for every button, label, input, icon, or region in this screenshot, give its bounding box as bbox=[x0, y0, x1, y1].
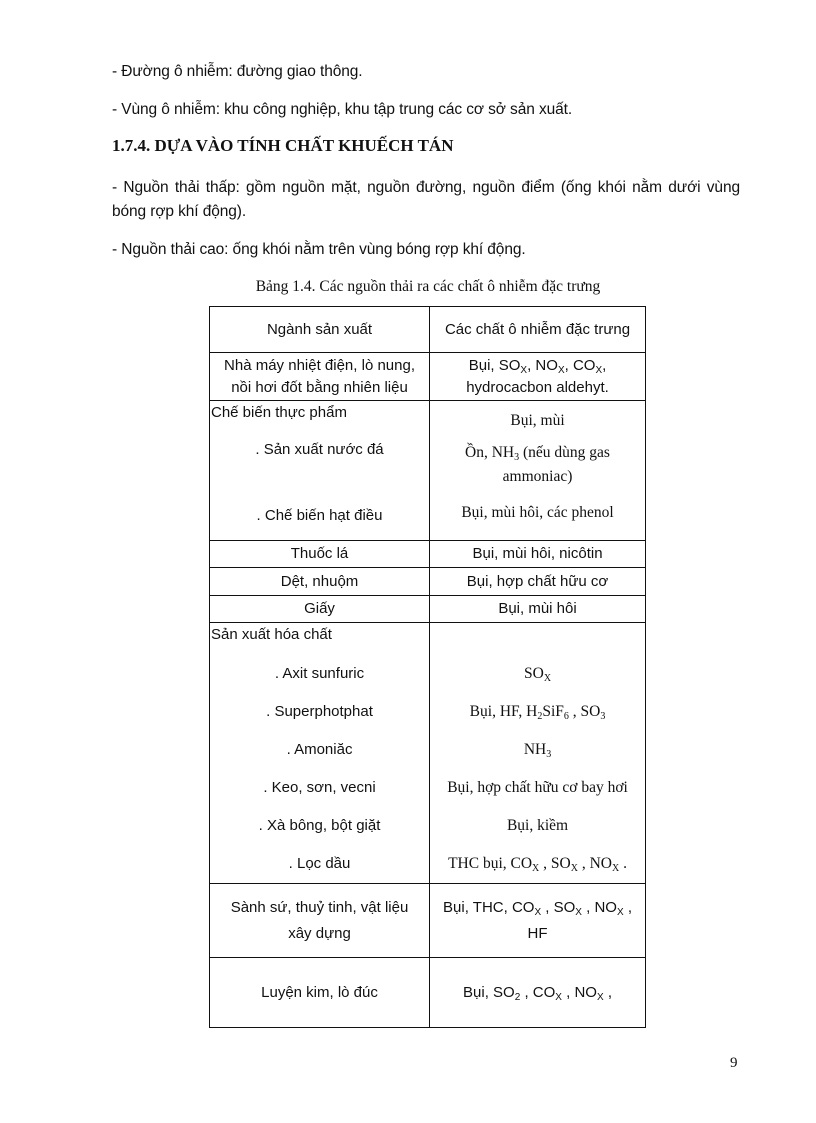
subscript: 6 bbox=[563, 711, 569, 722]
pollutants-line: Bụi, mùi bbox=[510, 412, 565, 429]
subscript: 3 bbox=[600, 711, 606, 722]
pollutants-cell bbox=[430, 401, 646, 541]
sub-industry: . Keo, sơn, vecni bbox=[263, 779, 376, 796]
industry-line: Nhà máy nhiệt điện, lò nung, bbox=[224, 356, 415, 374]
table-row bbox=[210, 596, 646, 623]
sub-industry: . Chế biến hạt điều bbox=[256, 507, 383, 524]
subscript: X bbox=[575, 906, 582, 918]
group-label: Sản xuất hóa chất bbox=[211, 626, 332, 643]
bullet-industrial-zone: - Vùng ô nhiễm: khu công nghiệp, khu tập trung các cơ sở sản xuất. bbox=[112, 101, 573, 118]
pollutants-cell: Bụi, hợp chất hữu cơ bbox=[430, 568, 646, 596]
industry-line: xây dựng bbox=[288, 924, 351, 942]
industry-cell: Dệt, nhuộm bbox=[210, 568, 430, 596]
industry-cell: Luyện kim, lò đúc bbox=[210, 958, 430, 1028]
text: , bbox=[602, 356, 607, 374]
table-row bbox=[210, 568, 646, 596]
industry-cell bbox=[210, 623, 430, 884]
text: Bụi, THC, CO bbox=[443, 898, 535, 916]
pollutants-line bbox=[430, 355, 645, 377]
subscript: X bbox=[520, 364, 528, 376]
text: . bbox=[619, 855, 627, 872]
pollutants-line: Bụi, hợp chất hữu cơ bay hơi bbox=[447, 779, 628, 796]
sub-industry: . Lọc dầu bbox=[288, 855, 351, 872]
pollutants-cell bbox=[430, 623, 646, 884]
industry-cell: Giấy bbox=[210, 596, 430, 623]
text: THC bụi, CO bbox=[448, 855, 533, 872]
subscript: X bbox=[595, 364, 603, 376]
sub-industry: . Axit sunfuric bbox=[274, 665, 365, 682]
pollutants-line: hydrocacbon aldehyt. bbox=[466, 378, 609, 396]
bullet-low-source: - Nguồn thải thấp: gồm nguồn mặt, nguồn đường, nguồn điểm (ống khói nằm dưới vùng bóng rợp khí động). bbox=[112, 179, 740, 220]
text: , SO bbox=[541, 898, 576, 916]
header-pollutants: Các chất ô nhiễm đặc trưng bbox=[430, 307, 646, 353]
header-industry: Ngành sản xuất bbox=[210, 307, 430, 353]
section-heading: 1.7.4. DỰA VÀO TÍNH CHẤT KHUẾCH TÁN bbox=[112, 136, 454, 155]
table-row bbox=[210, 623, 646, 884]
sub-industry: . Sản xuất nước đá bbox=[255, 441, 384, 458]
pollutants-line bbox=[430, 655, 645, 693]
table-caption: Bảng 1.4. Các nguồn thải ra các chất ô nhiễm đặc trưng bbox=[255, 278, 601, 295]
table-header-row bbox=[210, 307, 646, 353]
text: NH bbox=[523, 741, 547, 758]
subscript: X bbox=[557, 364, 565, 376]
table-row bbox=[210, 958, 646, 1028]
text: , NO bbox=[527, 356, 558, 374]
text: , NO bbox=[581, 898, 617, 916]
subscript: X bbox=[543, 673, 552, 684]
table-row bbox=[210, 884, 646, 958]
text: SO bbox=[523, 665, 544, 682]
subscript: X bbox=[532, 863, 540, 874]
text: , bbox=[623, 898, 632, 916]
pollutants-line bbox=[430, 693, 645, 731]
pollutants-cell: Bụi, mùi hôi, nicôtin bbox=[430, 541, 646, 568]
subscript: 3 bbox=[546, 749, 552, 760]
pollutants-line: HF bbox=[527, 924, 548, 942]
bullet-high-source: - Nguồn thải cao: ống khói nằm trên vùng bóng rợp khí động. bbox=[112, 241, 526, 258]
table-row bbox=[210, 541, 646, 568]
text: SiF bbox=[542, 703, 564, 720]
text: , CO bbox=[520, 983, 556, 1001]
text: , SO bbox=[539, 855, 571, 872]
page-number: 9 bbox=[730, 1055, 738, 1071]
text: , CO bbox=[564, 356, 596, 374]
subscript: 2 bbox=[537, 711, 543, 722]
pollutants-cell bbox=[430, 958, 646, 1028]
subscript: 3 bbox=[514, 452, 520, 463]
industry-line: nồi hơi đốt bằng nhiên liệu bbox=[231, 378, 408, 396]
text: , SO bbox=[568, 703, 601, 720]
text: Bụi, SO bbox=[463, 983, 515, 1001]
text: , NO bbox=[577, 855, 612, 872]
pollutants-line: Bụi, mùi hôi, các phenol bbox=[461, 504, 614, 521]
subscript: 2 bbox=[514, 991, 521, 1003]
pollutants-line bbox=[430, 845, 645, 883]
text: , NO bbox=[561, 983, 597, 1001]
pollutants-line bbox=[430, 895, 645, 921]
bullet-traffic-pollution: - Đường ô nhiễm: đường giao thông. bbox=[112, 63, 363, 80]
industry-cell bbox=[210, 884, 430, 958]
industry-cell bbox=[210, 401, 430, 541]
subscript: X bbox=[555, 991, 562, 1003]
pollutants-cell bbox=[430, 884, 646, 958]
sub-industry: . Superphotphat bbox=[266, 703, 373, 720]
sub-industry: . Xà bông, bột giặt bbox=[258, 817, 381, 834]
text: Bụi, HF, H bbox=[469, 703, 538, 720]
table-row bbox=[210, 401, 646, 541]
text: (nếu dùng gas bbox=[519, 444, 610, 461]
group-label: Chế biến thực phẩm bbox=[211, 404, 347, 421]
table-row bbox=[210, 353, 646, 401]
text: Ồn, NH bbox=[465, 444, 515, 461]
sub-industry: . Amoniăc bbox=[286, 741, 353, 758]
pollutants-cell bbox=[430, 353, 646, 401]
text: Bụi, SO bbox=[468, 356, 521, 374]
text: , bbox=[603, 983, 612, 1001]
pollution-sources-table bbox=[209, 306, 646, 1028]
spacer bbox=[430, 623, 645, 655]
subscript: X bbox=[611, 863, 620, 874]
industry-cell bbox=[210, 353, 430, 401]
pollutants-line: Bụi, kiềm bbox=[506, 817, 569, 834]
industry-line: Sành sứ, thuỷ tinh, vật liệu bbox=[230, 898, 409, 916]
pollutants-line: ammoniac) bbox=[502, 468, 573, 485]
subscript: X bbox=[616, 906, 624, 918]
pollutants-line bbox=[430, 731, 645, 769]
subscript: X bbox=[596, 991, 604, 1003]
subscript: X bbox=[570, 863, 578, 874]
industry-cell: Thuốc lá bbox=[210, 541, 430, 568]
pollutants-line bbox=[430, 441, 645, 465]
pollutants-cell: Bụi, mùi hôi bbox=[430, 596, 646, 623]
subscript: X bbox=[534, 906, 542, 918]
